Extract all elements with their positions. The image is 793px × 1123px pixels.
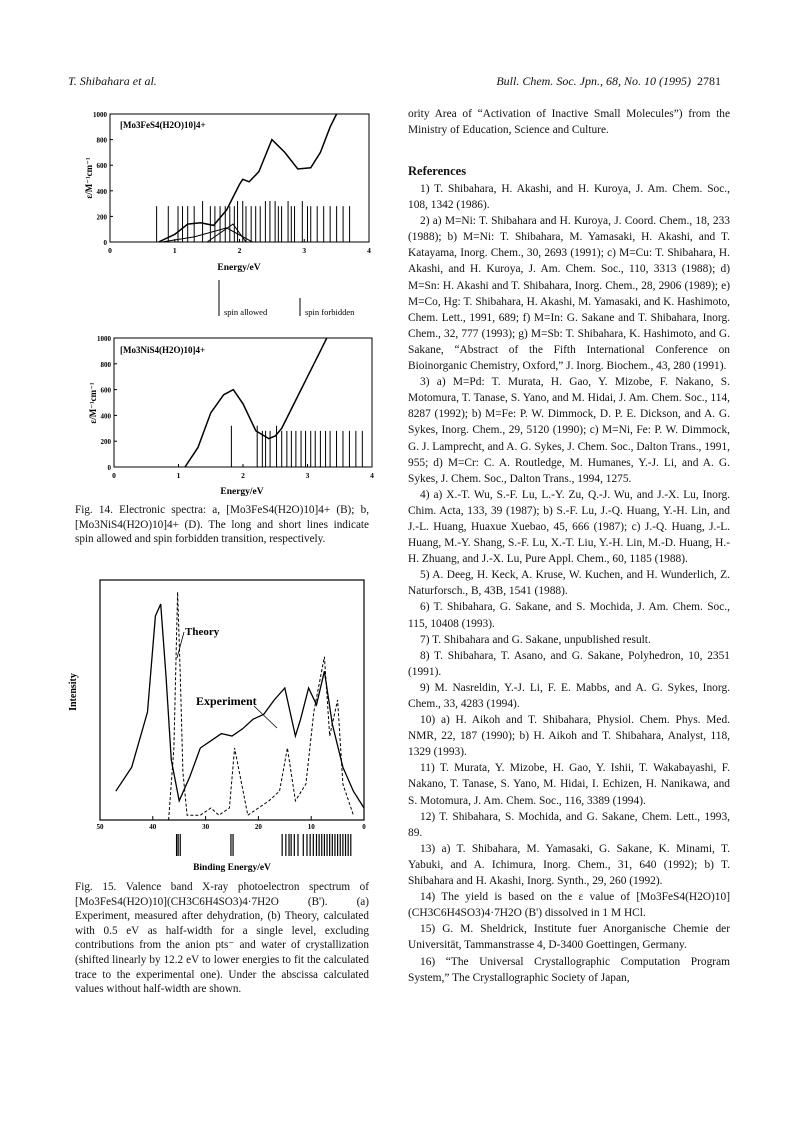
fig15-experiment-label: Experiment bbox=[196, 694, 257, 708]
x-tick-label: 30 bbox=[202, 823, 210, 831]
theory-leader-line bbox=[177, 632, 184, 658]
reference-item: 5) A. Deeg, H. Keck, A. Kruse, W. Kuchen, and H. Wunderlich, Z. Naturforsch., B, 43B, 1541 (1988). bbox=[408, 569, 730, 598]
spectrum-curve bbox=[159, 114, 337, 242]
reference-item: 14) The yield is based on the ε value of [Mo3FeS4(H2O)10](CH3C6H4SO3)4·7H2O (B') dissolved in 1 M HCl. bbox=[408, 891, 730, 920]
panel-a-ylabel: ε/M⁻¹cm⁻¹ bbox=[84, 157, 94, 199]
panel-b-xlabel: Energy/eV bbox=[220, 487, 264, 497]
spectrum-curve bbox=[162, 228, 253, 242]
references-heading: References bbox=[408, 164, 467, 178]
legend-spin-forbidden: spin forbidden bbox=[305, 307, 355, 317]
fig15-caption: Fig. 15. Valence band X-ray photoelectron spectrum of [Mo3FeS4(H2O)10](CH3C6H4SO3)4·7H2O (B'). (a) Experiment, measured after dehydration, (b) Theory, calculated with 0.5 eV as half-width for a single level, excluding contributions from the anion pts⁻ and water of crystallization (shifted linearly by 12.2 eV to lower energies to fit the calculated trace to the experimental one). Under the abscissa calculated values without half-width are shown. bbox=[75, 881, 369, 996]
x-tick-label: 2 bbox=[237, 246, 242, 255]
reference-item: 13) a) T. Shibahara, M. Yamasaki, G. Sakane, K. Minami, T. Yabuki, and A. Ichimura, Inorg. Chem., 31, 640 (1992); b) T. Shibahara and H. Akashi, Inorg. Synth., 29, 260 (1992). bbox=[408, 842, 730, 888]
y-tick-label: 400 bbox=[96, 187, 107, 196]
reference-item: 1) T. Shibahara, H. Akashi, and H. Kuroya, J. Am. Chem. Soc., 108, 1342 (1986). bbox=[408, 183, 730, 212]
x-tick-label: 50 bbox=[96, 823, 104, 831]
running-header-authors: T. Shibahara et al. bbox=[68, 74, 157, 88]
page-number: 2781 bbox=[697, 74, 721, 88]
y-tick-label: 200 bbox=[96, 213, 107, 222]
y-tick-label: 0 bbox=[107, 464, 111, 472]
legend-spin-allowed: spin allowed bbox=[224, 307, 268, 317]
reference-item: 8) T. Shibahara, T. Asano, and G. Sakane, Polyhedron, 10, 2351 (1991). bbox=[408, 649, 730, 678]
fig14-panel-b bbox=[88, 335, 374, 497]
x-tick-label: 3 bbox=[305, 471, 310, 480]
x-tick-label: 4 bbox=[370, 471, 374, 480]
x-tick-label: 0 bbox=[362, 823, 366, 831]
x-tick-label: 1 bbox=[176, 471, 181, 480]
panel-b-label: [Mo3NiS4(H2O)10]4+ bbox=[120, 345, 206, 355]
reference-item: 10) a) H. Aikoh and T. Shibahara, Physiol. Chem. Phys. Med. NMR, 22, 187 (1990); b) H. Aikoh and T. Shibahara, Analyst, 118, 1329 (1993). bbox=[408, 714, 730, 759]
reference-item: 11) T. Murata, Y. Mizobe, H. Gao, Y. Ishii, T. Wakabayashi, F. Nakano, T. Tanase, S. Yano, M. Hidai, I. Echizen, H. Nanikawa, and S. Motomura, J. Am. Chem. Soc., 116, 3389 (1994). bbox=[408, 762, 730, 807]
reference-item: 15) G. M. Sheldrick, Institute fuer Anorganische Chemie der Universität, Tammanstrasse 4, D-3400 Goettingen, Germany. bbox=[408, 923, 730, 952]
spectrum-curve bbox=[207, 224, 246, 242]
figure-14 bbox=[82, 108, 382, 500]
fig14-caption: Fig. 14. Electronic spectra: a, [Mo3FeS4(H2O)10]4+ (B); b, [Mo3NiS4(H2O)10]4+ (D). The long and short lines indicate spin allowed and spin forbidden transition, respectively. bbox=[75, 504, 369, 546]
running-header-journal bbox=[496, 74, 721, 89]
reference-item: 16) “The Universal Crystallographic Computation Program System,” The Crystallographic Society of Japan, bbox=[408, 955, 730, 984]
y-tick-label: 800 bbox=[96, 136, 107, 145]
panel-b-transition-lines bbox=[231, 426, 362, 467]
x-tick-label: 0 bbox=[108, 246, 112, 255]
fig15-ylabel: Intensity bbox=[68, 673, 79, 711]
references-list bbox=[408, 181, 730, 986]
panel-a-transition-lines bbox=[157, 201, 350, 242]
journal-citation: Bull. Chem. Soc. Jpn., 68, No. 10 (1995) bbox=[496, 74, 691, 88]
x-tick-label: 20 bbox=[254, 823, 262, 831]
y-tick-label: 1000 bbox=[93, 111, 107, 119]
x-tick-label: 1 bbox=[172, 246, 177, 255]
fig14-panel-a bbox=[84, 111, 371, 273]
fig14-legend bbox=[219, 280, 355, 317]
y-tick-label: 0 bbox=[103, 239, 107, 247]
fig15-theory-label: Theory bbox=[185, 626, 220, 638]
reference-item: 7) T. Shibahara and G. Sakane, unpublished result. bbox=[420, 633, 651, 646]
figure-15 bbox=[68, 578, 374, 874]
reference-item: 4) a) X.-T. Wu, S.-F. Lu, L.-Y. Zu, Q.-J. Wu, and J.-X. Lu, Inorg. Chim. Acta, 133, 39 (1987); b) S.-F. Lu, J.-Q. Huang, Y.-H. Lin, and J.-L. Huang, Huaxue Xuebao, 45, 666 (1987); c) J.-Q. Huang, J.-L. Huang, M.-Y. Shang, S.-F. Lu, X.-T. Liu, Y.-H. Lin, M.-D. Huang, H.-H. Zhuang, and J.-X. Lu, Pure Appl. Chem., 60, 1185 (1988). bbox=[408, 488, 730, 566]
reference-item: 12) T. Shibahara, S. Mochida, and G. Sakane, Chem. Lett., 1993, 89. bbox=[408, 810, 730, 839]
x-tick-label: 40 bbox=[149, 823, 157, 831]
y-tick-label: 600 bbox=[96, 162, 107, 171]
y-tick-label: 800 bbox=[100, 360, 111, 369]
panel-a-xlabel: Energy/eV bbox=[217, 263, 261, 273]
y-tick-label: 1000 bbox=[97, 335, 111, 343]
reference-item: 9) M. Nasreldin, Y.-J. Li, F. E. Mabbs, and A. G. Sykes, Inorg. Chem., 33, 4283 (1994). bbox=[408, 681, 730, 710]
fig15-xlabel: Binding Energy/eV bbox=[193, 863, 271, 873]
x-tick-label: 2 bbox=[241, 471, 245, 480]
x-tick-label: 3 bbox=[302, 246, 307, 255]
panel-b-ylabel: ε/M⁻¹cm⁻¹ bbox=[88, 382, 98, 424]
x-tick-label: 0 bbox=[112, 471, 116, 480]
fig15-xticks bbox=[97, 816, 367, 831]
reference-item: 6) T. Shibahara, G. Sakane, and S. Mochida, J. Am. Chem. Soc., 115, 10408 (1993). bbox=[408, 601, 730, 630]
fig15-level-lines bbox=[177, 834, 351, 856]
reference-item: 2) a) M=Ni: T. Shibahara and H. Kuroya, J. Coord. Chem., 18, 233 (1988); b) M=Ni: T. Shibahara, M. Yamasaki, H. Akashi, and T. Katayama, Inorg. Chem., 30, 2693 (1991); c) M=Cu: T. Shibahara, H. Akashi, and H. Kuroya, J. Am. Chem. Soc., 110, 3313 (1988); d) M=Sn: H. Akashi and T. Shibahara, Inorg. Chem., 28, 2906 (1989); e) M=Co, Hg: T. Shibahara, H. Akashi, M. Yamasaki, and K. Hashimoto, Chem. Lett., 1991, 689; f) M=In: G. Sakane and T. Shibahara, Inorg. Chem., 32, 777 (1993); g) M=Sb: T. Shibahara, K. Hashimoto, and G. Sakane, “Abstract of the Fifth International Conference on Bioinorganic Chemistry, Oxford,” J. Inorg. Biochem., 43, 280 (1991). bbox=[408, 215, 730, 373]
x-tick-label: 10 bbox=[307, 823, 315, 831]
acknowledgement-text: ority Area of “Activation of Inactive Small Molecules”) from the Ministry of Education, Science and Culture. bbox=[408, 108, 730, 137]
reference-item: 3) a) M=Pd: T. Murata, H. Gao, Y. Mizobe, F. Nakano, S. Motomura, T. Tanase, S. Yano, and M. Hidai, J. Am. Chem. Soc., 114, 8287 (1992); b) M=Fe: P. W. Dimmock, D. P. E. Dickson, and A. G. Sykes, Inorg. Chem., 29, 5120 (1990); c) M=Ni, Fe: P. W. Dimmock, G. J. Lamprecht, and A. G. Sykes, J. Chem. Soc., Dalton Trans., 1991, 955; d) M=Cr: C. A. Routledge, M. Humanes, Y.-J. Li, and A. G. Sykes, J. Chem. Soc., Dalton Trans., 1994, 1275. bbox=[408, 376, 730, 485]
x-tick-label: 4 bbox=[367, 246, 371, 255]
panel-b-xticks bbox=[112, 464, 374, 480]
y-tick-label: 600 bbox=[100, 386, 111, 395]
y-tick-label: 400 bbox=[100, 412, 111, 421]
panel-a-xticks bbox=[108, 239, 371, 255]
panel-a-label: [Mo3FeS4(H2O)10]4+ bbox=[120, 120, 206, 130]
y-tick-label: 200 bbox=[100, 438, 111, 447]
panel-a-spectrum bbox=[159, 114, 337, 242]
